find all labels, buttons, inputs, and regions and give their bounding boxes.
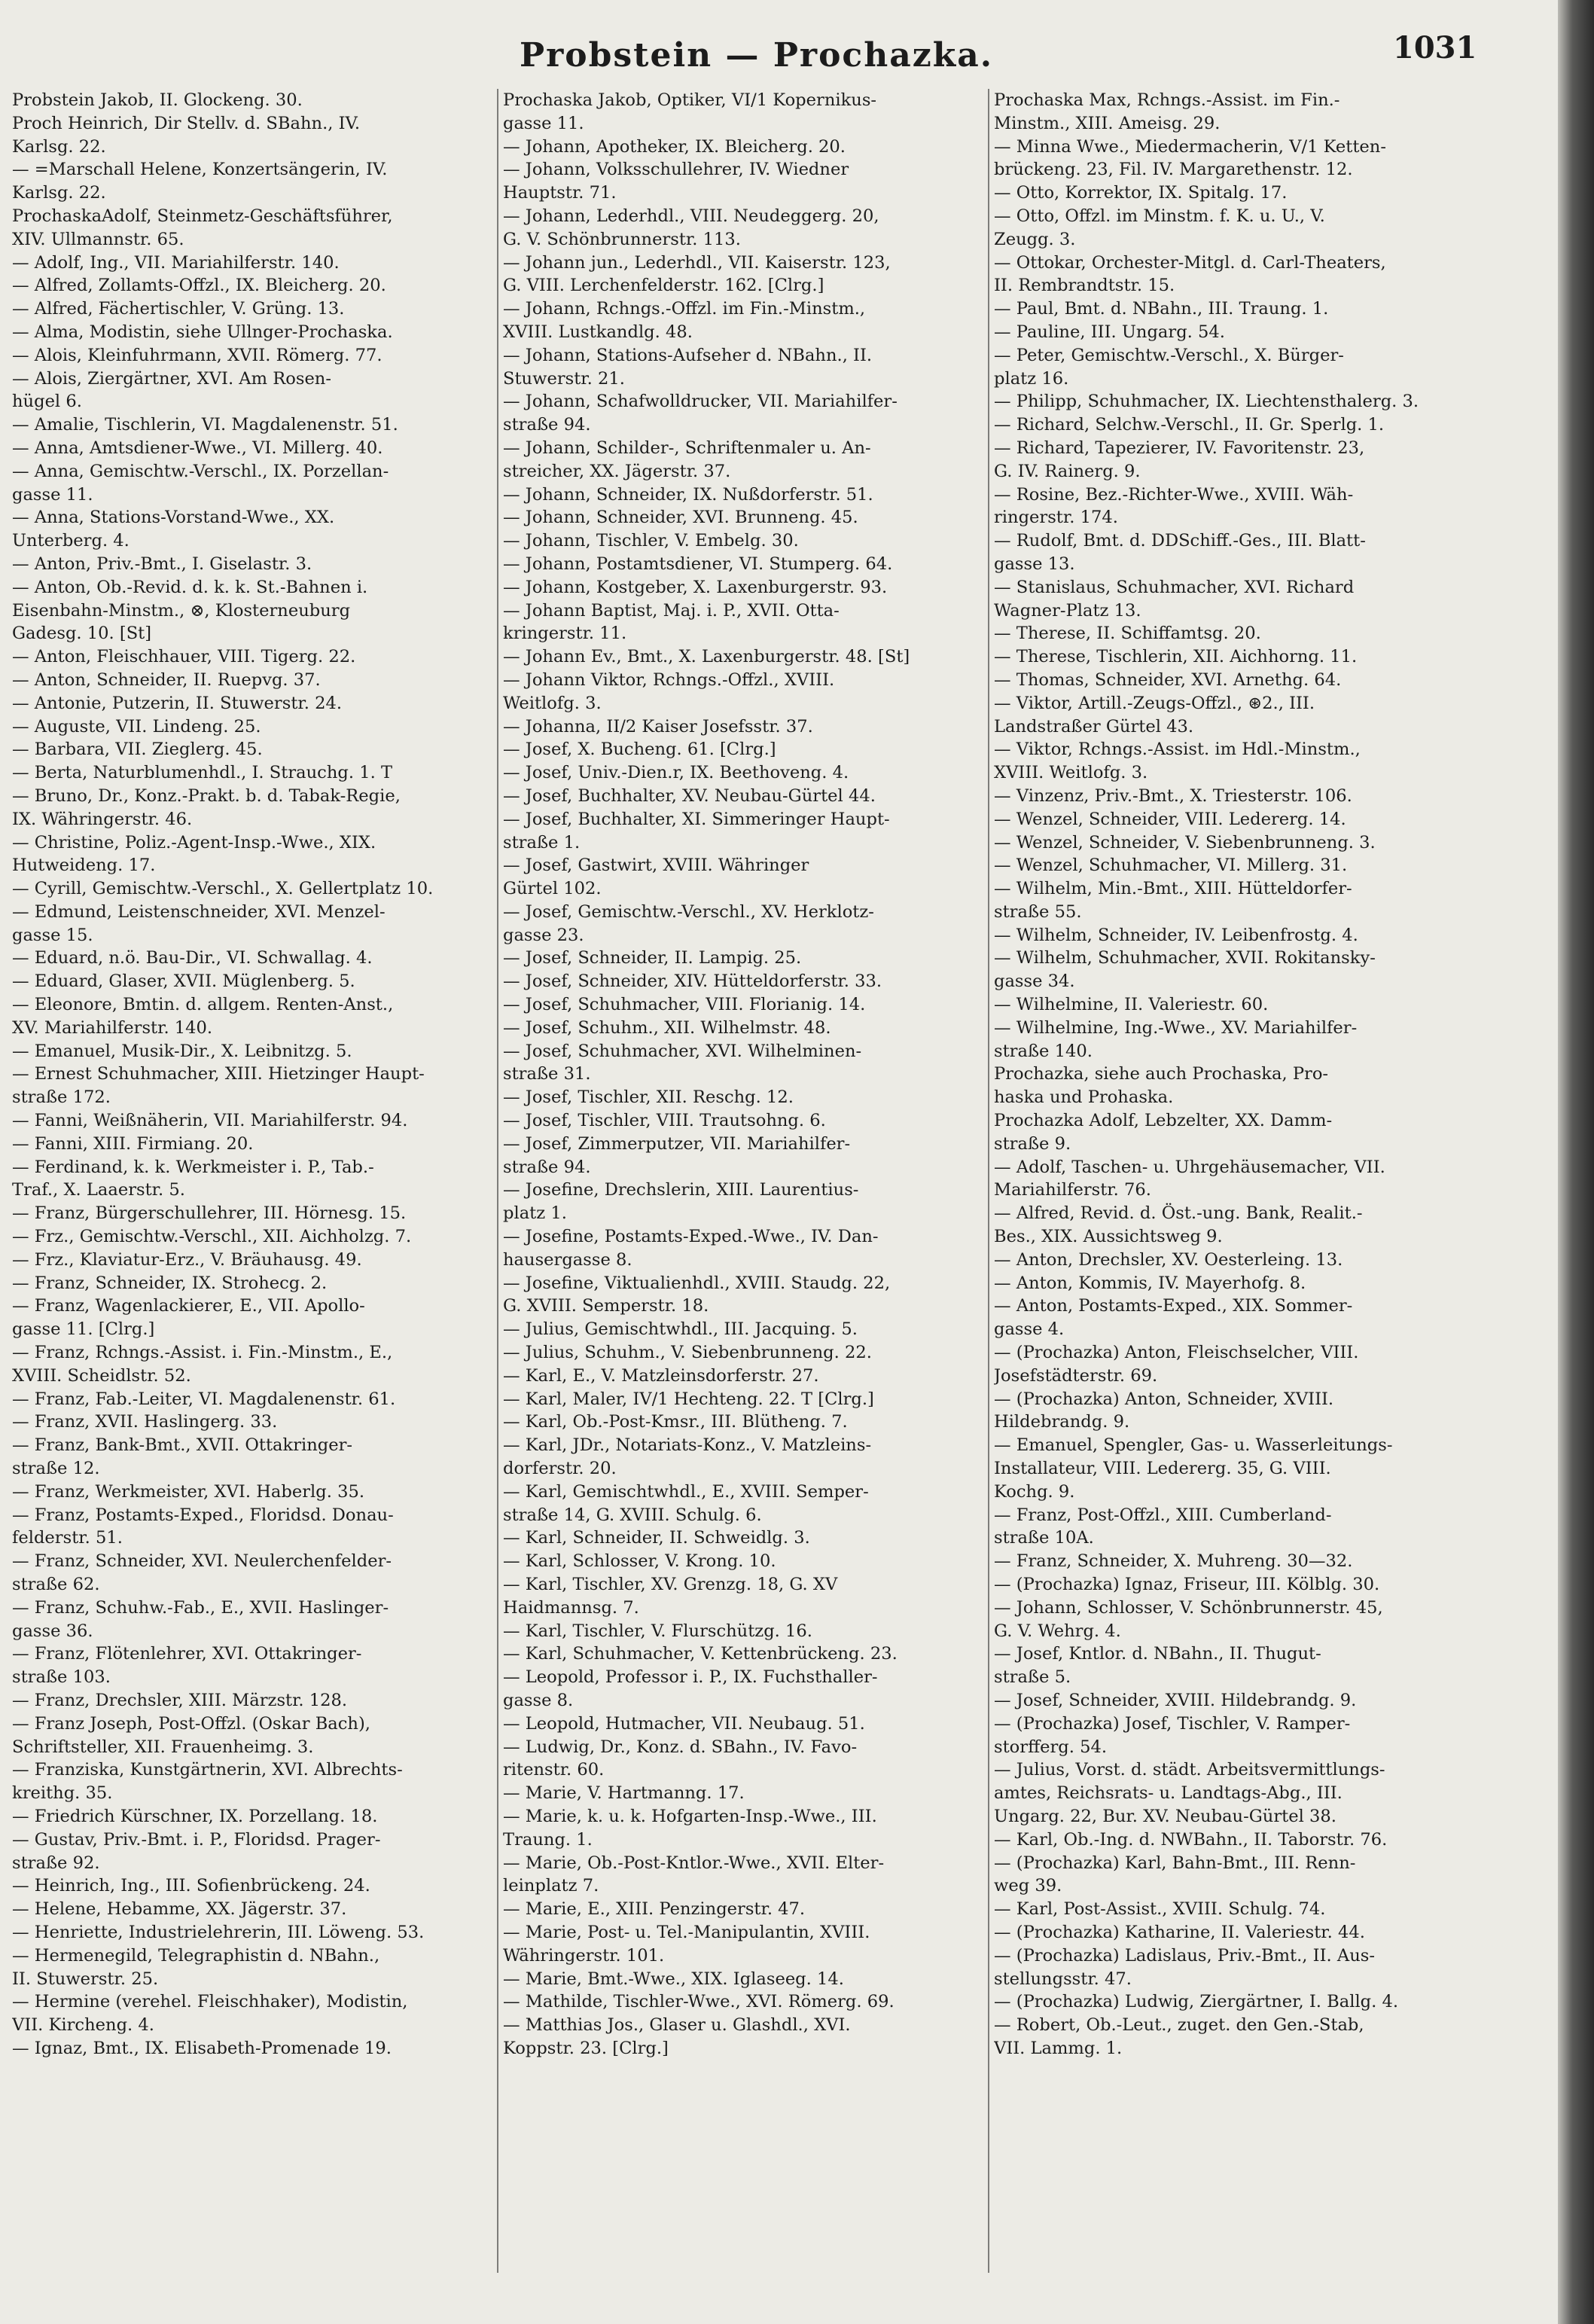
directory-line: — Julius, Schuhm., V. Siebenbrunneng. 22. xyxy=(503,1343,872,1363)
directory-line: Hutweideng. 17. xyxy=(12,855,156,876)
directory-line: gasse 13. xyxy=(994,554,1075,574)
directory-line: hausergasse 8. xyxy=(503,1249,632,1270)
column-3 xyxy=(994,89,1506,2295)
directory-line: — Wilhelmine, Ing.-Wwe., XV. Mariahilfer- xyxy=(994,1017,1358,1038)
directory-line: Weitlofg. 3. xyxy=(503,693,602,713)
directory-line: — Anton, Ob.-Revid. d. k. k. St.-Bahnen i. xyxy=(12,577,368,597)
directory-line: — Leopold, Professor i. P., IX. Fuchsthaller- xyxy=(503,1667,878,1688)
directory-line: ritenstr. 60. xyxy=(503,1760,605,1780)
directory-line: — Julius, Gemischtwhdl., III. Jacquing. 5. xyxy=(503,1319,858,1340)
directory-line: — Julius, Vorst. d. städt. Arbeitsvermittlungs- xyxy=(994,1760,1385,1780)
directory-line: — Ottokar, Orchester-Mitgl. d. Carl-Theaters, xyxy=(994,252,1386,273)
directory-line: Proch Heinrich, Dir Stellv. d. SBahn., IV. xyxy=(12,113,361,133)
directory-line: — Franz, Post-Offzl., XIII. Cumberland- xyxy=(994,1505,1332,1525)
directory-line: — (Prochazka) Anton, Schneider, XVIII. xyxy=(994,1389,1334,1409)
directory-line: — Henriette, Industrielehrerin, III. Löweng. 53. xyxy=(12,1922,425,1942)
directory-line: straße 94. xyxy=(503,1157,591,1177)
directory-line: gasse 8. xyxy=(503,1690,574,1710)
directory-line: — Anton, Schneider, II. Ruepvg. 37. xyxy=(12,669,321,690)
directory-line: — Karl, E., V. Matzleinsdorferstr. 27. xyxy=(503,1365,819,1386)
directory-line: — Amalie, Tischlerin, VI. Magdalenenstr. 51. xyxy=(12,415,398,435)
directory-line: — Fanni, Weißnäherin, VII. Mariahilferstr. 94. xyxy=(12,1111,408,1131)
directory-line: — Barbara, VII. Zieglerg. 45. xyxy=(12,740,263,760)
directory-line: II. Rembrandtstr. 15. xyxy=(994,276,1175,296)
directory-line: — Ernest Schuhmacher, XIII. Hietzinger Haupt- xyxy=(12,1064,425,1084)
book-spine-edge xyxy=(1558,0,1594,2324)
directory-line: — Josef, Buchhalter, XI. Simmeringer Haupt- xyxy=(503,809,890,829)
directory-line: — Josef, Gemischtw.-Verschl., XV. Herklotz- xyxy=(503,901,874,922)
column-divider-2 xyxy=(988,89,989,2273)
directory-line: gasse 11. xyxy=(12,484,93,505)
directory-line: — Franz, Schneider, X. Muhreng. 30—32. xyxy=(994,1551,1353,1572)
directory-line: — Josefine, Postamts-Exped.-Wwe., IV. Dan- xyxy=(503,1227,879,1247)
directory-line: — Karl, Tischler, XV. Grenzg. 18, G. XV xyxy=(503,1575,838,1594)
directory-line: felderstr. 51. xyxy=(12,1528,123,1548)
page-number: 1031 xyxy=(1393,30,1477,66)
directory-line: — Franz Joseph, Post-Offzl. (Oskar Bach), xyxy=(12,1713,370,1734)
directory-line: — Alma, Modistin, siehe Ullnger-Prochaska. xyxy=(12,322,393,342)
directory-line: — Wilhelmine, II. Valeriestr. 60. xyxy=(994,995,1269,1015)
directory-line: — Franz, Schneider, XVI. Neulerchenfelder- xyxy=(12,1551,392,1572)
directory-line: — Josefine, Viktualienhdl., XVIII. Staudg. 22, xyxy=(503,1273,891,1293)
directory-line: — Edmund, Leistenschneider, XVI. Menzel- xyxy=(12,901,386,922)
directory-line: Stuwerstr. 21. xyxy=(503,368,625,389)
directory-line: — Johann, Rchngs.-Offzl. im Fin.-Minstm., xyxy=(503,299,866,319)
directory-line: — Minna Wwe., Miedermacherin, V/1 Ketten- xyxy=(994,136,1386,157)
directory-line: straße 10A. xyxy=(994,1528,1094,1548)
directory-line: — Ignaz, Bmt., IX. Elisabeth-Promenade 19. xyxy=(12,2038,392,2058)
directory-line: — Josef, Univ.-Dien.r, IX. Beethoveng. 4. xyxy=(503,763,849,783)
directory-line: — (Prochazka) Anton, Fleischselcher, VIII. xyxy=(994,1343,1359,1363)
directory-line: — Karl, Gemischtwhdl., E., XVIII. Semper- xyxy=(503,1481,869,1502)
directory-line: weg 39. xyxy=(994,1876,1062,1896)
directory-line: straße 9. xyxy=(994,1133,1071,1154)
directory-line: — Alfred, Revid. d. Öst.-ung. Bank, Realit.- xyxy=(994,1203,1363,1224)
directory-line: platz 16. xyxy=(994,368,1069,389)
column-divider-1 xyxy=(497,89,498,2273)
directory-line: — Rudolf, Bmt. d. DDSchiff.-Ges., III. Blatt- xyxy=(994,531,1366,551)
directory-line: — Karl, Tischler, V. Flurschützg. 16. xyxy=(503,1621,812,1641)
directory-line: — Josef, Schuhmacher, XVI. Wilhelminen- xyxy=(503,1041,862,1061)
directory-line: — Karl, Post-Assist., XVIII. Schulg. 74. xyxy=(994,1899,1326,1920)
directory-line: — Anton, Kommis, IV. Mayerhofg. 8. xyxy=(994,1273,1306,1293)
directory-line: gasse 36. xyxy=(12,1621,93,1641)
directory-line: VII. Lammg. 1. xyxy=(994,2038,1123,2058)
page-header xyxy=(0,30,1536,83)
directory-line: — Wilhelm, Min.-Bmt., XIII. Hütteldorfer- xyxy=(994,879,1352,899)
directory-line: kringerstr. 11. xyxy=(503,624,627,644)
directory-line: Hauptstr. 71. xyxy=(503,183,617,203)
directory-line: — Alfred, Fächertischler, V. Grüng. 13. xyxy=(12,299,345,319)
directory-line: — Richard, Selchw.-Verschl., II. Gr. Sperlg. 1. xyxy=(994,415,1385,435)
directory-line: straße 92. xyxy=(12,1853,100,1873)
directory-line: brückeng. 23, Fil. IV. Margarethenstr. 12. xyxy=(994,160,1353,180)
directory-line: Mariahilferstr. 76. xyxy=(994,1180,1151,1200)
directory-line: — Johann Viktor, Rchngs.-Offzl., XVIII. xyxy=(503,669,835,690)
directory-line: — Emanuel, Musik-Dir., X. Leibnitzg. 5. xyxy=(12,1041,352,1061)
directory-line: — Wenzel, Schneider, V. Siebenbrunneng. 3. xyxy=(994,832,1376,852)
directory-line: — Johann, Apotheker, IX. Bleicherg. 20. xyxy=(503,136,846,157)
directory-line: — Antonie, Putzerin, II. Stuwerstr. 24. xyxy=(12,693,343,713)
directory-line: — Karl, JDr., Notariats-Konz., V. Matzleins- xyxy=(503,1435,872,1456)
directory-line: — Josef, Buchhalter, XV. Neubau-Gürtel 44. xyxy=(503,785,876,806)
directory-line: G. VIII. Lerchenfelderstr. 162. [Clrg.] xyxy=(503,276,824,296)
directory-line: — Johann, Schneider, IX. Nußdorferstr. 51. xyxy=(503,484,873,505)
directory-line: — Eleonore, Bmtin. d. allgem. Renten-Anst., xyxy=(12,995,394,1015)
directory-line: — Franz, Postamts-Exped., Floridsd. Donau- xyxy=(12,1505,394,1525)
directory-line: — Johann, Schneider, XVI. Brunneng. 45. xyxy=(503,508,858,528)
column-1 xyxy=(12,89,494,2295)
directory-line: — Viktor, Artill.-Zeugs-Offzl., ⊛2., III. xyxy=(994,693,1315,713)
directory-line: G. V. Wehrg. 4. xyxy=(994,1621,1121,1641)
directory-line: Schriftsteller, XII. Frauenheimg. 3. xyxy=(12,1737,314,1757)
directory-line: Landstraßer Gürtel 43. xyxy=(994,716,1194,737)
directory-line: — Matthias Jos., Glaser u. Glashdl., XVI. xyxy=(503,2015,851,2036)
directory-line: — Christine, Poliz.-Agent-Insp.-Wwe., XIX. xyxy=(12,832,376,852)
directory-line: gasse 34. xyxy=(994,971,1075,992)
directory-line: platz 1. xyxy=(503,1203,567,1224)
column-2 xyxy=(503,89,985,2295)
directory-line: Prochazka, siehe auch Prochaska, Pro- xyxy=(994,1064,1329,1084)
directory-line: dorferstr. 20. xyxy=(503,1459,617,1479)
directory-line: — Johanna, II/2 Kaiser Josefsstr. 37. xyxy=(503,716,813,737)
directory-line: — Marie, V. Hartmanng. 17. xyxy=(503,1783,745,1804)
directory-line: G. XVIII. Semperstr. 18. xyxy=(503,1296,709,1316)
directory-line: XVIII. Weitlofg. 3. xyxy=(994,763,1148,783)
directory-line: Karlsg. 22. xyxy=(12,136,106,157)
directory-line: — Franz, Wagenlackierer, E., VII. Apollo- xyxy=(12,1296,365,1316)
directory-line: — Wilhelm, Schuhmacher, XVII. Rokitansky- xyxy=(994,948,1376,968)
directory-line: Traf., X. Laaerstr. 5. xyxy=(12,1180,185,1200)
directory-line: — (Prochazka) Josef, Tischler, V. Ramper- xyxy=(994,1713,1351,1734)
directory-line: — (Prochazka) Katharine, II. Valeriestr. 44. xyxy=(994,1922,1365,1942)
directory-line: — (Prochazka) Ignaz, Friseur, III. Kölblg. 30. xyxy=(994,1575,1380,1594)
directory-line: — (Prochazka) Ludwig, Ziergärtner, I. Ballg. 4. xyxy=(994,1992,1399,2012)
directory-line: — Johann, Schafwolldrucker, VII. Mariahilfer- xyxy=(503,392,898,412)
directory-line: Koppstr. 23. [Clrg.] xyxy=(503,2038,669,2058)
directory-line: — Franz, XVII. Haslingerg. 33. xyxy=(12,1412,278,1432)
directory-line: Hildebrandg. 9. xyxy=(994,1412,1130,1432)
directory-line: — Wenzel, Schneider, VIII. Ledererg. 14. xyxy=(994,809,1346,829)
directory-line: — Alois, Ziergärtner, XVI. Am Rosen- xyxy=(12,368,331,389)
directory-line: straße 5. xyxy=(994,1667,1071,1688)
directory-line: streicher, XX. Jägerstr. 37. xyxy=(503,461,731,481)
directory-line: — Franziska, Kunstgärtnerin, XVI. Albrechts- xyxy=(12,1760,403,1780)
directory-line: G. V. Schönbrunnerstr. 113. xyxy=(503,229,741,249)
directory-line: — Johann Baptist, Maj. i. P., XVII. Otta- xyxy=(503,600,840,621)
directory-line: kreithg. 35. xyxy=(12,1783,113,1804)
directory-line: — Marie, k. u. k. Hofgarten-Insp.-Wwe., III. xyxy=(503,1806,877,1826)
directory-line: — Helene, Hebamme, XX. Jägerstr. 37. xyxy=(12,1899,347,1920)
directory-line: — Hermenegild, Telegraphistin d. NBahn., xyxy=(12,1945,380,1966)
directory-line: Kochg. 9. xyxy=(994,1481,1075,1502)
directory-line: — Johann Ev., Bmt., X. Laxenburgerstr. 48. [St] xyxy=(503,647,910,667)
directory-line: straße 94. xyxy=(503,415,591,435)
directory-line: straße 103. xyxy=(12,1667,111,1688)
directory-line: II. Stuwerstr. 25. xyxy=(12,1969,159,1989)
directory-line: XVIII. Scheidlstr. 52. xyxy=(12,1365,191,1386)
directory-line: — Marie, Ob.-Post-Kntlor.-Wwe., XVII. Elter- xyxy=(503,1853,885,1873)
directory-line: Traung. 1. xyxy=(503,1829,593,1850)
directory-line: — Eduard, n.ö. Bau-Dir., VI. Schwallag. 4. xyxy=(12,948,373,968)
directory-line: — Paul, Bmt. d. NBahn., III. Traung. 1. xyxy=(994,299,1329,319)
directory-line: — Johann, Tischler, V. Embelg. 30. xyxy=(503,531,799,551)
directory-line: — Richard, Tapezierer, IV. Favoritenstr. 23, xyxy=(994,438,1365,458)
directory-line: haska und Prohaska. xyxy=(994,1087,1174,1108)
directory-line: Währingerstr. 101. xyxy=(503,1945,665,1966)
directory-line: — Anton, Postamts-Exped., XIX. Sommer- xyxy=(994,1296,1353,1316)
directory-line: IX. Währingerstr. 46. xyxy=(12,809,193,829)
directory-line: — Philipp, Schuhmacher, IX. Liechtensthalerg. 3. xyxy=(994,392,1419,412)
directory-line: — Anton, Drechsler, XV. Oesterleing. 13. xyxy=(994,1249,1343,1270)
directory-line: hügel 6. xyxy=(12,392,82,412)
directory-line: straße 62. xyxy=(12,1575,100,1594)
directory-line: — Josef, Tischler, XII. Reschg. 12. xyxy=(503,1087,794,1108)
directory-line: — Cyrill, Gemischtw.-Verschl., X. Gellertplatz 10. xyxy=(12,879,434,899)
directory-line: Unterberg. 4. xyxy=(12,531,130,551)
directory-line: ProchaskaAdolf, Steinmetz-Geschäftsführer, xyxy=(12,206,393,226)
directory-line: Gürtel 102. xyxy=(503,879,602,899)
directory-line: — Bruno, Dr., Konz.-Prakt. b. d. Tabak-Regie, xyxy=(12,785,401,806)
directory-line: — Marie, E., XIII. Penzingerstr. 47. xyxy=(503,1899,806,1920)
directory-line: — Wilhelm, Schneider, IV. Leibenfrostg. 4. xyxy=(994,925,1358,945)
directory-line: — Therese, Tischlerin, XII. Aichhorng. 11. xyxy=(994,647,1358,667)
directory-line: — Johann jun., Lederhdl., VII. Kaiserstr. 123, xyxy=(503,252,891,273)
directory-line: Prochazka Adolf, Lebzelter, XX. Damm- xyxy=(994,1111,1333,1131)
directory-line: leinplatz 7. xyxy=(503,1876,599,1896)
directory-line: — Anna, Amtsdiener-Wwe., VI. Millerg. 40. xyxy=(12,438,383,458)
directory-line: — Viktor, Rchngs.-Assist. im Hdl.-Minstm., xyxy=(994,740,1361,760)
directory-line: — Robert, Ob.-Leut., zuget. den Gen.-Stab, xyxy=(994,2015,1364,2036)
directory-line: — Mathilde, Tischler-Wwe., XVI. Römerg. 69. xyxy=(503,1992,895,2012)
directory-line: Wagner-Platz 13. xyxy=(994,600,1141,621)
directory-line: — Berta, Naturblumenhdl., I. Strauchg. 1. T xyxy=(12,763,393,783)
directory-line: gasse 4. xyxy=(994,1319,1065,1340)
directory-line: — Johann, Stations-Aufseher d. NBahn., II. xyxy=(503,345,873,365)
directory-line: Haidmannsg. 7. xyxy=(503,1597,639,1618)
directory-line: XVIII. Lustkandlg. 48. xyxy=(503,322,693,342)
directory-line: — (Prochazka) Karl, Bahn-Bmt., III. Renn- xyxy=(994,1853,1356,1873)
directory-line: — Friedrich Kürschner, IX. Porzellang. 18. xyxy=(12,1806,378,1826)
directory-line: — Karl, Maler, IV/1 Hechteng. 22. T [Clrg.] xyxy=(503,1389,874,1409)
directory-line: — Anton, Priv.-Bmt., I. Giselastr. 3. xyxy=(12,554,312,574)
directory-line: — Therese, II. Schiffamtsg. 20. xyxy=(994,624,1261,644)
directory-line: Gadesg. 10. [St] xyxy=(12,624,152,644)
directory-line: — Stanislaus, Schuhmacher, XVI. Richard xyxy=(994,577,1355,597)
directory-line: — Heinrich, Ing., III. Sofienbrückeng. 24. xyxy=(12,1876,370,1896)
directory-line: — Franz, Werkmeister, XVI. Haberlg. 35. xyxy=(12,1481,365,1502)
directory-line: — Franz, Drechsler, XIII. Märzstr. 128. xyxy=(12,1690,348,1710)
directory-line: straße 55. xyxy=(994,901,1082,922)
directory-line: straße 31. xyxy=(503,1064,591,1084)
directory-line: — Karl, Ob.-Post-Kmsr., III. Blütheng. 7. xyxy=(503,1412,848,1432)
directory-line: — Anna, Gemischtw.-Verschl., IX. Porzellan- xyxy=(12,461,389,481)
directory-line: — Rosine, Bez.-Richter-Wwe., XVIII. Wäh- xyxy=(994,484,1354,505)
directory-line: — Adolf, Ing., VII. Mariahilferstr. 140. xyxy=(12,252,340,273)
directory-line: XIV. Ullmannstr. 65. xyxy=(12,229,184,249)
directory-line: — Eduard, Glaser, XVII. Müglenberg. 5. xyxy=(12,971,355,992)
directory-line: — Anton, Fleischhauer, VIII. Tigerg. 22. xyxy=(12,647,356,667)
directory-line: — Josef, Gastwirt, XVIII. Währinger xyxy=(503,855,809,876)
directory-line: — Franz, Fab.-Leiter, VI. Magdalenenstr. 61. xyxy=(12,1389,396,1409)
directory-line: Bes., XIX. Aussichtsweg 9. xyxy=(994,1227,1223,1247)
directory-line: — Josef, X. Bucheng. 61. [Clrg.] xyxy=(503,740,776,760)
directory-line: — Franz, Schuhw.-Fab., E., XVII. Haslinger- xyxy=(12,1597,389,1618)
directory-line: — Johann, Schlosser, V. Schönbrunnerstr. 45, xyxy=(994,1597,1383,1618)
directory-line: — Johann, Volksschullehrer, IV. Wiedner xyxy=(503,160,849,180)
directory-line: — Josef, Schneider, XVIII. Hildebrandg. 9. xyxy=(994,1690,1357,1710)
directory-line: straße 14, G. XVIII. Schulg. 6. xyxy=(503,1505,762,1525)
directory-line: — Karl, Schuhmacher, V. Kettenbrückeng. 23. xyxy=(503,1644,898,1664)
directory-line: amtes, Reichsrats- u. Landtags-Abg., III. xyxy=(994,1783,1343,1804)
directory-line: — Gustav, Priv.-Bmt. i. P., Floridsd. Prager- xyxy=(12,1829,381,1850)
directory-line: G. IV. Rainerg. 9. xyxy=(994,461,1141,481)
directory-line: — Franz, Bürgerschullehrer, III. Hörnesg. 15. xyxy=(12,1203,407,1224)
directory-line: Installateur, VIII. Ledererg. 35, G. VIII. xyxy=(994,1459,1331,1479)
directory-line: — Ferdinand, k. k. Werkmeister i. P., Tab.- xyxy=(12,1157,374,1177)
directory-line: — Josef, Zimmerputzer, VII. Mariahilfer- xyxy=(503,1133,851,1154)
directory-line: gasse 11. [Clrg.] xyxy=(12,1319,155,1340)
directory-line: Ungarg. 22, Bur. XV. Neubau-Gürtel 38. xyxy=(994,1806,1336,1826)
directory-line: gasse 23. xyxy=(503,925,584,945)
directory-line: — Josef, Schneider, II. Lampig. 25. xyxy=(503,948,802,968)
directory-line: — Hermine (verehel. Fleischhaker), Modistin, xyxy=(12,1992,408,2012)
directory-line: — Otto, Offzl. im Minstm. f. K. u. U., V. xyxy=(994,206,1325,226)
directory-line: — Pauline, III. Ungarg. 54. xyxy=(994,322,1225,342)
directory-line: — Marie, Post- u. Tel.-Manipulantin, XVIII. xyxy=(503,1922,870,1942)
directory-line: — Adolf, Taschen- u. Uhrgehäusemacher, VII. xyxy=(994,1157,1385,1177)
directory-line: — Vinzenz, Priv.-Bmt., X. Triesterstr. 106. xyxy=(994,785,1352,806)
directory-line: — Josef, Schuhmacher, VIII. Florianig. 14. xyxy=(503,995,866,1015)
page-title: Probstein — Prochazka. xyxy=(520,36,994,75)
directory-line: Zeugg. 3. xyxy=(994,229,1076,249)
directory-line: Josefstädterstr. 69. xyxy=(994,1365,1158,1386)
directory-line: — Josef, Schuhm., XII. Wilhelmstr. 48. xyxy=(503,1017,831,1038)
directory-line: — Alois, Kleinfuhrmann, XVII. Römerg. 77. xyxy=(12,345,382,365)
directory-line: straße 1. xyxy=(503,832,581,852)
directory-line: straße 140. xyxy=(994,1041,1093,1061)
directory-line: — Leopold, Hutmacher, VII. Neubaug. 51. xyxy=(503,1713,865,1734)
directory-line: — Peter, Gemischtw.-Verschl., X. Bürger- xyxy=(994,345,1344,365)
directory-line: — Karl, Schneider, II. Schweidlg. 3. xyxy=(503,1528,810,1548)
directory-line: — Josef, Kntlor. d. NBahn., II. Thugut- xyxy=(994,1644,1321,1664)
directory-line: — Marie, Bmt.-Wwe., XIX. Iglaseeg. 14. xyxy=(503,1969,844,1989)
directory-line: — Anna, Stations-Vorstand-Wwe., XX. xyxy=(12,508,335,528)
directory-line: — Ludwig, Dr., Konz. d. SBahn., IV. Favo- xyxy=(503,1737,858,1757)
directory-line: gasse 11. xyxy=(503,113,584,133)
directory-line: — Emanuel, Spengler, Gas- u. Wasserleitungs- xyxy=(994,1435,1393,1456)
directory-line: — Karl, Schlosser, V. Krong. 10. xyxy=(503,1551,776,1572)
directory-line: — Thomas, Schneider, XVI. Arnethg. 64. xyxy=(994,669,1342,690)
directory-line: — Franz, Schneider, IX. Strohecg. 2. xyxy=(12,1273,328,1293)
directory-line: — Josefine, Drechslerin, XIII. Laurentius- xyxy=(503,1180,859,1200)
directory-line: — Auguste, VII. Lindeng. 25. xyxy=(12,716,261,737)
directory-line: Prochaska Jakob, Optiker, VI/1 Kopernikus- xyxy=(503,90,877,110)
directory-line: ringerstr. 174. xyxy=(994,508,1118,528)
directory-line: VII. Kircheng. 4. xyxy=(12,2015,154,2036)
directory-line: Prochaska Max, Rchngs.-Assist. im Fin.- xyxy=(994,90,1340,110)
directory-line: — Johann, Postamtsdiener, VI. Stumperg. 64. xyxy=(503,554,893,574)
directory-line: gasse 15. xyxy=(12,925,93,945)
directory-line: — Johann, Lederhdl., VIII. Neudeggerg. 20, xyxy=(503,206,879,226)
directory-line: — Frz., Klaviatur-Erz., V. Bräuhausg. 49. xyxy=(12,1249,362,1270)
directory-line: XV. Mariahilferstr. 140. xyxy=(12,1017,213,1038)
directory-line: — Johann, Kostgeber, X. Laxenburgerstr. 93. xyxy=(503,577,888,597)
directory-line: — Fanni, XIII. Firmiang. 20. xyxy=(12,1133,254,1154)
directory-line: stellungsstr. 47. xyxy=(994,1969,1132,1989)
directory-line: — Josef, Tischler, VIII. Trautsohng. 6. xyxy=(503,1111,826,1131)
directory-line: storfferg. 54. xyxy=(994,1737,1108,1757)
directory-line: — Karl, Ob.-Ing. d. NWBahn., II. Taborstr. 76. xyxy=(994,1829,1388,1850)
directory-line: Karlsg. 22. xyxy=(12,183,106,203)
directory-line: — Johann, Schilder-, Schriftenmaler u. An- xyxy=(503,438,871,458)
directory-line: Eisenbahn-Minstm., ⊗, Klosterneuburg xyxy=(12,600,351,621)
directory-line: — Josef, Schneider, XIV. Hütteldorferstr. 33. xyxy=(503,971,882,992)
directory-line: — Franz, Bank-Bmt., XVII. Ottakringer- xyxy=(12,1435,353,1456)
directory-line: — Wenzel, Schuhmacher, VI. Millerg. 31. xyxy=(994,855,1348,876)
directory-line: — Frz., Gemischtw.-Verschl., XII. Aichholzg. 7. xyxy=(12,1227,412,1247)
directory-line: straße 172. xyxy=(12,1087,111,1108)
directory-line: — Franz, Rchngs.-Assist. i. Fin.-Minstm., E., xyxy=(12,1343,393,1363)
directory-line: Minstm., XIII. Ameisg. 29. xyxy=(994,113,1221,133)
directory-line: — =Marschall Helene, Konzertsängerin, IV. xyxy=(12,160,388,180)
directory-line: — (Prochazka) Ladislaus, Priv.-Bmt., II. Aus- xyxy=(994,1945,1375,1966)
directory-line: Probstein Jakob, II. Glockeng. 30. xyxy=(12,90,303,110)
directory-line: — Alfred, Zollamts-Offzl., IX. Bleicherg. 20. xyxy=(12,276,386,296)
directory-line: — Otto, Korrektor, IX. Spitalg. 17. xyxy=(994,183,1288,203)
directory-line: — Franz, Flötenlehrer, XVI. Ottakringer- xyxy=(12,1644,362,1664)
directory-line: straße 12. xyxy=(12,1459,100,1479)
